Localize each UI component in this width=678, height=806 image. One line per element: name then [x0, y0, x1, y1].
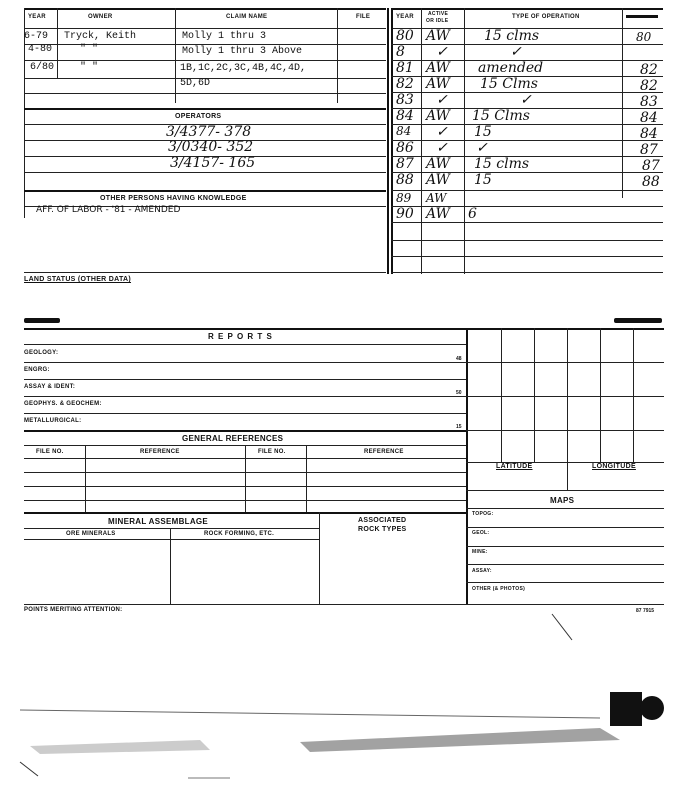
activity-end: 80 — [636, 30, 652, 44]
activity-status: AW — [426, 76, 450, 92]
map-assay: ASSAY: — [472, 568, 492, 574]
latitude-label: LATITUDE — [496, 463, 533, 470]
activity-status: AW — [426, 60, 450, 76]
activity-end: 82 — [640, 62, 658, 78]
mineral-assemblage-title: MINERAL ASSEMBLAGE — [108, 517, 209, 526]
associated-rock-types-2: ROCK TYPES — [358, 526, 407, 533]
other-persons-label: OTHER PERSONS HAVING KNOWLEDGE — [100, 195, 247, 202]
activity-operation: amended — [478, 60, 544, 76]
activity-status: AW — [426, 28, 450, 44]
owner-row-claim: Molly 1 thru 3 — [182, 31, 267, 42]
activity-operation: 6 — [468, 206, 477, 222]
land-status-label: LAND STATUS (OTHER DATA) — [24, 276, 132, 283]
activity-operation: ✓ — [510, 44, 522, 60]
header-active-idle: ACTIVE — [428, 11, 449, 17]
operators-label: OPERATORS — [175, 113, 222, 120]
activity-end: 87 — [640, 142, 658, 158]
activity-year: 8 — [396, 44, 405, 60]
owner-row-year: 6-79 — [24, 31, 49, 42]
activity-year: 88 — [396, 172, 414, 188]
map-topog: TOPOG: — [472, 511, 494, 517]
header-owner: OWNER — [88, 14, 113, 20]
rock-forming-label: ROCK FORMING, ETC. — [204, 531, 275, 537]
activity-end: 84 — [640, 110, 658, 126]
activity-end: 83 — [640, 94, 658, 110]
report-engrg-label: ENGRG: — [24, 367, 50, 373]
activity-year: 82 — [396, 76, 414, 92]
owner-row-year: 6/80 — [30, 62, 55, 73]
activity-year: 86 — [396, 140, 414, 156]
form-number: 87 7915 — [636, 608, 655, 614]
section-divider-mark — [24, 318, 60, 323]
report-assay-num: 50 — [456, 390, 462, 396]
owner-row-claim: 1B,1C,2C,3C,4B,4C,4D, — [180, 63, 307, 74]
reports-title: R E P O R T S — [208, 332, 273, 341]
section-divider-mark — [614, 318, 662, 323]
scan-noise — [0, 600, 678, 806]
map-other: OTHER (& PHOTOS) — [472, 586, 526, 592]
activity-status: AW — [426, 191, 447, 205]
activity-year: 90 — [396, 206, 414, 222]
activity-year: 81 — [396, 60, 414, 76]
operator-entry: 3/4157- 165 — [170, 155, 256, 171]
report-geology-label: GEOLOGY: — [24, 350, 59, 356]
activity-operation: ✓ — [520, 92, 532, 108]
activity-status: AW — [426, 108, 450, 124]
map-geol: GEOL: — [472, 530, 490, 536]
activity-status: ✓ — [436, 92, 448, 108]
activity-operation: ✓ — [476, 140, 488, 156]
report-metallurgical-num: 15 — [456, 424, 462, 430]
activity-status: AW — [426, 156, 450, 172]
report-assay-label: ASSAY & IDENT: — [24, 384, 76, 390]
activity-year: 80 — [396, 28, 414, 44]
header-struck-label — [626, 15, 658, 18]
points-meriting-attention: POINTS MERITING ATTENTION: — [24, 607, 123, 613]
ref-col-file-2: FILE NO. — [258, 449, 286, 455]
activity-year: 83 — [396, 92, 414, 108]
activity-operation: 15 — [474, 124, 492, 140]
activity-year: 87 — [396, 156, 414, 172]
activity-end: 88 — [642, 174, 660, 190]
activity-operation: 15 clms — [474, 156, 530, 172]
header-year-2: YEAR — [396, 14, 414, 20]
report-geophys-label: GEOPHYS. & GEOCHEM: — [24, 401, 102, 407]
owner-row-owner: " " — [80, 44, 99, 55]
activity-operation: 15 Clms — [480, 76, 538, 92]
activity-status: ✓ — [436, 44, 448, 60]
operator-entry: 3/4377- 378 — [166, 124, 252, 140]
activity-status: ✓ — [436, 124, 448, 140]
owner-row-year: 4-80 — [28, 44, 53, 55]
activity-status: AW — [426, 206, 450, 222]
report-metallurgical-label: METALLURGICAL: — [24, 418, 82, 424]
general-references-title: GENERAL REFERENCES — [182, 434, 284, 443]
header-type-of-operation: TYPE OF OPERATION — [512, 14, 580, 20]
activity-operation: 15 Clms — [472, 108, 530, 124]
ref-col-reference-2: REFERENCE — [364, 449, 404, 455]
header-claim-name: CLAIM NAME — [226, 14, 268, 20]
header-active-idle-2: OR IDLE — [426, 18, 449, 24]
owner-row-claim: 5D,6D — [180, 78, 211, 89]
activity-year: 84 — [396, 124, 412, 138]
activity-status: AW — [426, 172, 450, 188]
activity-end: 87 — [642, 158, 660, 174]
activity-year: 89 — [396, 191, 412, 205]
longitude-label: LONGITUDE — [592, 463, 636, 470]
activity-end: 82 — [640, 78, 658, 94]
ref-col-file-1: FILE NO. — [36, 449, 64, 455]
owner-row-owner: Tryck, Keith — [64, 31, 137, 42]
activity-end: 84 — [640, 126, 658, 142]
associated-rock-types-1: ASSOCIATED — [358, 517, 407, 524]
activity-year: 84 — [396, 108, 414, 124]
map-mine: MINE: — [472, 549, 488, 555]
operator-entry: 3/0340- 352 — [168, 139, 254, 155]
owner-row-owner: " " — [80, 62, 99, 73]
ore-minerals-label: ORE MINERALS — [66, 531, 116, 537]
maps-title: MAPS — [550, 496, 575, 505]
header-file: FILE — [356, 14, 371, 20]
ref-col-reference-1: REFERENCE — [140, 449, 180, 455]
activity-operation: 15 clms — [484, 28, 540, 44]
owner-row-claim: Molly 1 thru 3 Above — [182, 46, 303, 57]
activity-operation: 15 — [474, 172, 492, 188]
report-geology-num: 48 — [456, 356, 462, 362]
header-year: YEAR — [28, 14, 46, 20]
activity-status: ✓ — [436, 140, 448, 156]
other-persons-note: AFF. OF LABOR - '81 - AMENDED — [36, 205, 181, 215]
